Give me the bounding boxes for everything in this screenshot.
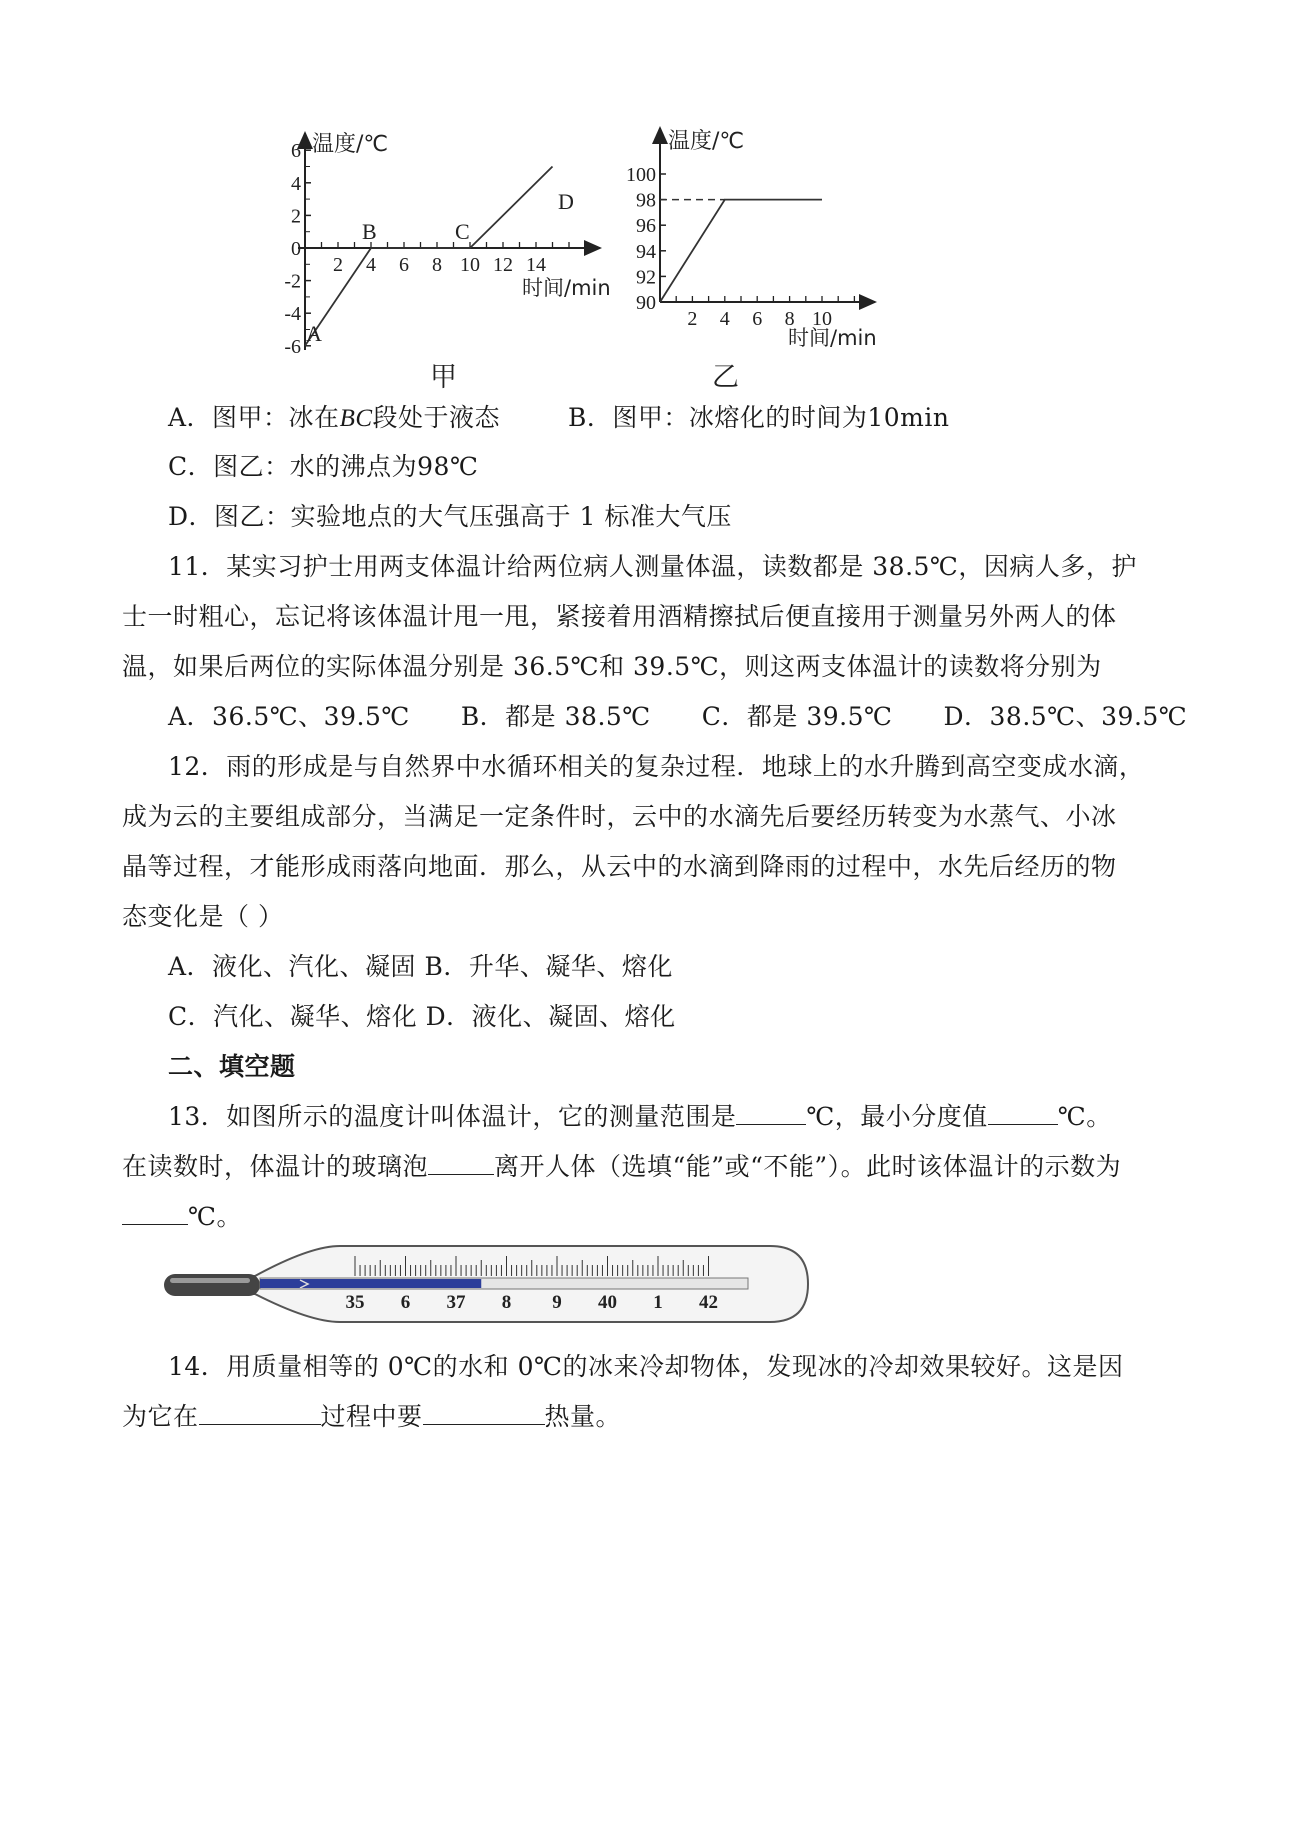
y-tick-label: 0 [291, 238, 301, 260]
q14-line-1: 14．用质量相等的 0℃的水和 0℃的冰来冷却物体，发现冰的冷却效果较好。这是因 [168, 1352, 1124, 1381]
q11-line-2: 士一时粗心，忘记将该体温计甩一甩，紧接着用酒精擦拭后便直接用于测量另外两人的体 [122, 602, 1117, 631]
q11-options: A．36.5℃、39.5℃ B．都是 38.5℃ C．都是 39.5℃ D．38.5℃、39.5℃ [168, 702, 1188, 731]
q10-option-c: C．图乙：水的沸点为98℃ [168, 452, 479, 481]
x-tick-label: 12 [493, 254, 513, 276]
q13-line-2: 在读数时，体温计的玻璃泡 离开人体（选填“能”或“不能”）。此时该体温计的示数为 [122, 1147, 1121, 1183]
blank-range[interactable] [736, 1099, 806, 1125]
point-label-a: A [306, 321, 322, 346]
scale-label: 8 [501, 1292, 512, 1313]
blank-can-leave[interactable] [428, 1149, 494, 1175]
y-tick-label: 96 [636, 215, 656, 238]
scale-label: 37 [446, 1292, 466, 1313]
blank-heat[interactable] [423, 1399, 545, 1425]
mercury-column [260, 1279, 481, 1288]
q12-line-4: 态变化是（ ） [122, 902, 284, 931]
chart-jia [284, 125, 630, 370]
y-tick-label: 6 [291, 140, 301, 163]
scale-label: 9 [552, 1292, 562, 1313]
figure-jia [284, 125, 630, 374]
scale-label: 35 [345, 1292, 365, 1313]
q13-line-1: 13．如图所示的温度计叫体温计，它的测量范围是 ℃，最小分度值 ℃。 [168, 1097, 1112, 1133]
scale-label: 1 [653, 1292, 663, 1313]
point-label-d: D [558, 189, 574, 214]
thermometer-bulb [164, 1274, 260, 1296]
x-axis-label: 时间/min [788, 326, 877, 350]
y-tick-label: 94 [636, 240, 656, 263]
clinical-thermometer [160, 1238, 820, 1334]
x-axis-label: 时间/min [522, 276, 611, 300]
y-axis-label: 温度/℃ [668, 129, 745, 154]
x-tick-label: 14 [526, 254, 546, 276]
x-tick-label: 6 [399, 254, 409, 276]
x-tick-label: 4 [719, 308, 730, 330]
q12-line-1: 12．雨的形成是与自然界中水循环相关的复杂过程．地球上的水升腾到高空变成水滴， [168, 752, 1145, 781]
x-tick-label: 2 [333, 254, 343, 276]
blank-reading[interactable] [122, 1199, 188, 1225]
y-tick-label: -4 [284, 303, 301, 326]
x-tick-label: 8 [432, 254, 442, 276]
figure-yi [625, 120, 890, 359]
point-label-b: B [362, 219, 377, 244]
bulb-highlight [170, 1278, 250, 1283]
section-title: 二、填空题 [168, 1052, 296, 1081]
x-tick-label: 10 [812, 308, 832, 330]
x-tick-label: 4 [366, 254, 376, 276]
blank-division[interactable] [988, 1099, 1058, 1125]
q10-option-d: D．图乙：实验地点的大气压强高于 1 标准大气压 [168, 502, 732, 531]
q12-options-ab: A．液化、汽化、凝固 B．升华、凝华、熔化 [168, 952, 673, 981]
blank-process[interactable] [199, 1399, 321, 1425]
figure-jia-caption: 甲 [430, 362, 457, 393]
y-tick-label: -6 [284, 335, 301, 358]
segment-bc: BC [339, 405, 373, 432]
q13-line-3: ℃。 [122, 1197, 242, 1233]
y-tick-label: -2 [284, 270, 301, 293]
y-tick-label: 90 [636, 292, 656, 314]
series-line [660, 200, 822, 302]
y-tick-label: 4 [291, 172, 301, 195]
q12-line-2: 成为云的主要组成部分，当满足一定条件时，云中的水滴先后要经历转变为水蒸气、小冰 [122, 802, 1117, 831]
scale-label: 40 [598, 1292, 617, 1313]
x-tick-label: 6 [752, 308, 763, 330]
x-tick-label: 10 [460, 254, 480, 276]
chart-yi [625, 120, 890, 355]
q12-options-cd: C．汽化、凝华、熔化 D．液化、凝固、熔化 [168, 1002, 676, 1031]
y-tick-label: 2 [291, 205, 301, 228]
x-tick-label: 8 [784, 308, 795, 330]
q11-line-1: 11．某实习护士用两支体温计给两位病人测量体温，读数都是 38.5℃，因病人多，护 [168, 552, 1137, 581]
y-tick-label: 92 [636, 266, 656, 289]
q10-option-b: B．图甲：冰熔化的时间为10min [568, 403, 950, 432]
q10-option-a: A．图甲：冰在BC段处于液态 [168, 403, 501, 432]
point-label-c: C [455, 219, 470, 244]
q11-line-3: 温，如果后两位的实际体温分别是 36.5℃和 39.5℃，则这两支体温计的读数将分别为 [122, 652, 1102, 681]
q12-line-3: 晶等过程，才能形成雨落向地面．那么，从云中的水滴到降雨的过程中，水先后经历的物 [122, 852, 1117, 881]
y-axis-label: 温度/℃ [312, 132, 389, 157]
x-tick-label: 2 [687, 308, 698, 330]
q14-line-2: 为它在 过程中要 热量。 [122, 1397, 621, 1433]
y-tick-label: 98 [636, 189, 656, 212]
y-tick-label: 100 [626, 164, 656, 186]
scale-label: 6 [400, 1292, 411, 1313]
figure-yi-caption: 乙 [712, 362, 739, 393]
scale-label: 42 [699, 1292, 718, 1313]
